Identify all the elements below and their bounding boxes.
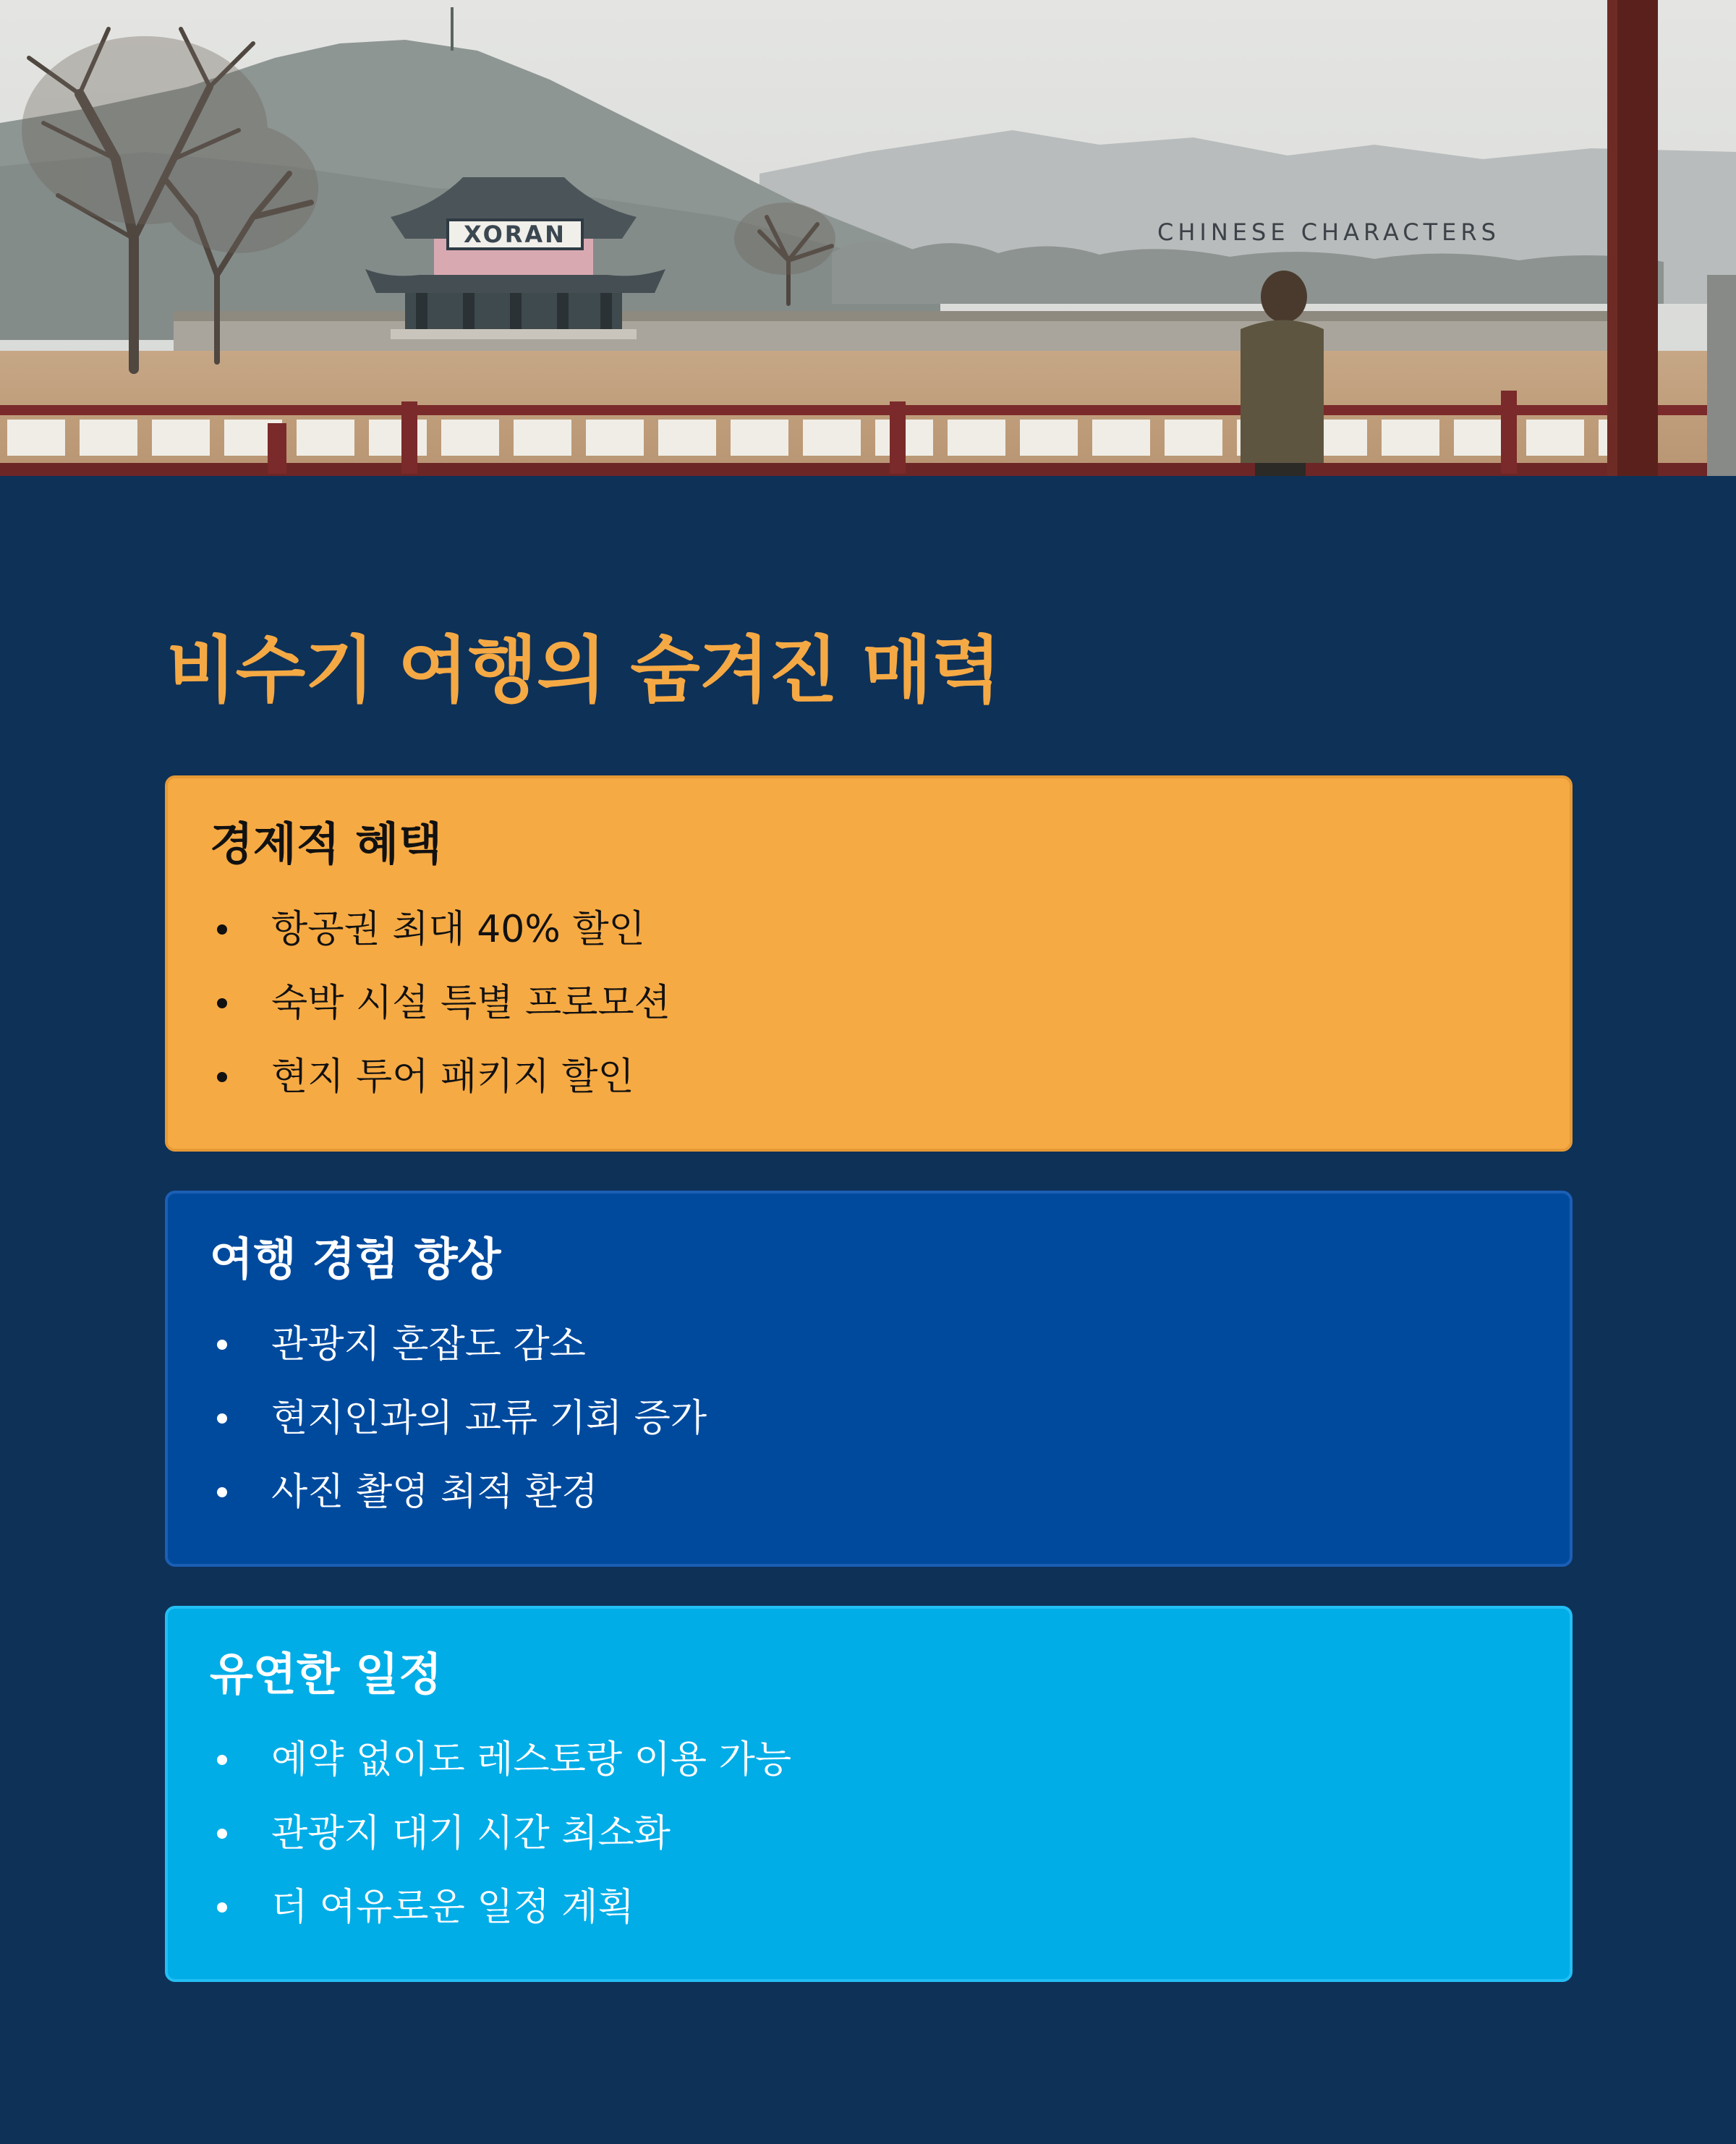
bullet-icon xyxy=(217,1413,227,1424)
benefit-list xyxy=(210,893,1528,1114)
list-item xyxy=(210,1308,1528,1382)
card-title: 여행 경험 향상 xyxy=(210,1233,501,1285)
list-item xyxy=(210,1455,1528,1529)
list-item xyxy=(210,1040,1528,1114)
list-item xyxy=(210,1723,1528,1797)
list-item-text: 사진 촬영 최적 환경 xyxy=(271,1471,598,1515)
card-title: 경제적 혜택 xyxy=(210,817,443,870)
list-item-text: 숙박 시설 특별 프로모션 xyxy=(271,982,671,1026)
list-item-text: 예약 없이도 레스토랑 이용 가능 xyxy=(271,1738,792,1782)
card-flexible-schedule xyxy=(165,1606,1573,1982)
list-item-text: 더 여유로운 일정 계획 xyxy=(271,1886,634,1930)
list-item xyxy=(210,1871,1528,1944)
bullet-icon xyxy=(217,1902,227,1913)
hero-image xyxy=(0,0,1736,476)
bullet-icon xyxy=(217,1340,227,1350)
bullet-icon xyxy=(217,1072,227,1082)
hero-caption: CHINESE CHARACTERS xyxy=(1157,218,1500,246)
card-title: 유연한 일정 xyxy=(210,1648,443,1701)
list-item-text: 관광지 혼잡도 감소 xyxy=(271,1323,586,1367)
bullet-icon xyxy=(217,1755,227,1765)
bullet-icon xyxy=(217,924,227,935)
list-item-text: 항공권 최대 40% 할인 xyxy=(271,908,645,952)
bullet-icon xyxy=(217,1829,227,1839)
bullet-icon xyxy=(217,1487,227,1497)
list-item xyxy=(210,893,1528,966)
page-title: 비수기 여행의 숨겨진 매력 xyxy=(166,628,1001,712)
card-travel-experience xyxy=(165,1191,1573,1567)
benefit-list xyxy=(210,1308,1528,1529)
card-economic-benefits xyxy=(165,775,1573,1152)
list-item xyxy=(210,966,1528,1040)
list-item-text: 관광지 대기 시간 최소화 xyxy=(271,1812,671,1856)
list-item-text: 현지 투어 패키지 할인 xyxy=(271,1055,634,1099)
pavilion-sign: XORAN xyxy=(446,218,584,250)
list-item xyxy=(210,1382,1528,1455)
bullet-icon xyxy=(217,998,227,1008)
list-item-text: 현지인과의 교류 기회 증가 xyxy=(271,1397,707,1441)
benefit-list xyxy=(210,1723,1528,1944)
list-item xyxy=(210,1797,1528,1871)
